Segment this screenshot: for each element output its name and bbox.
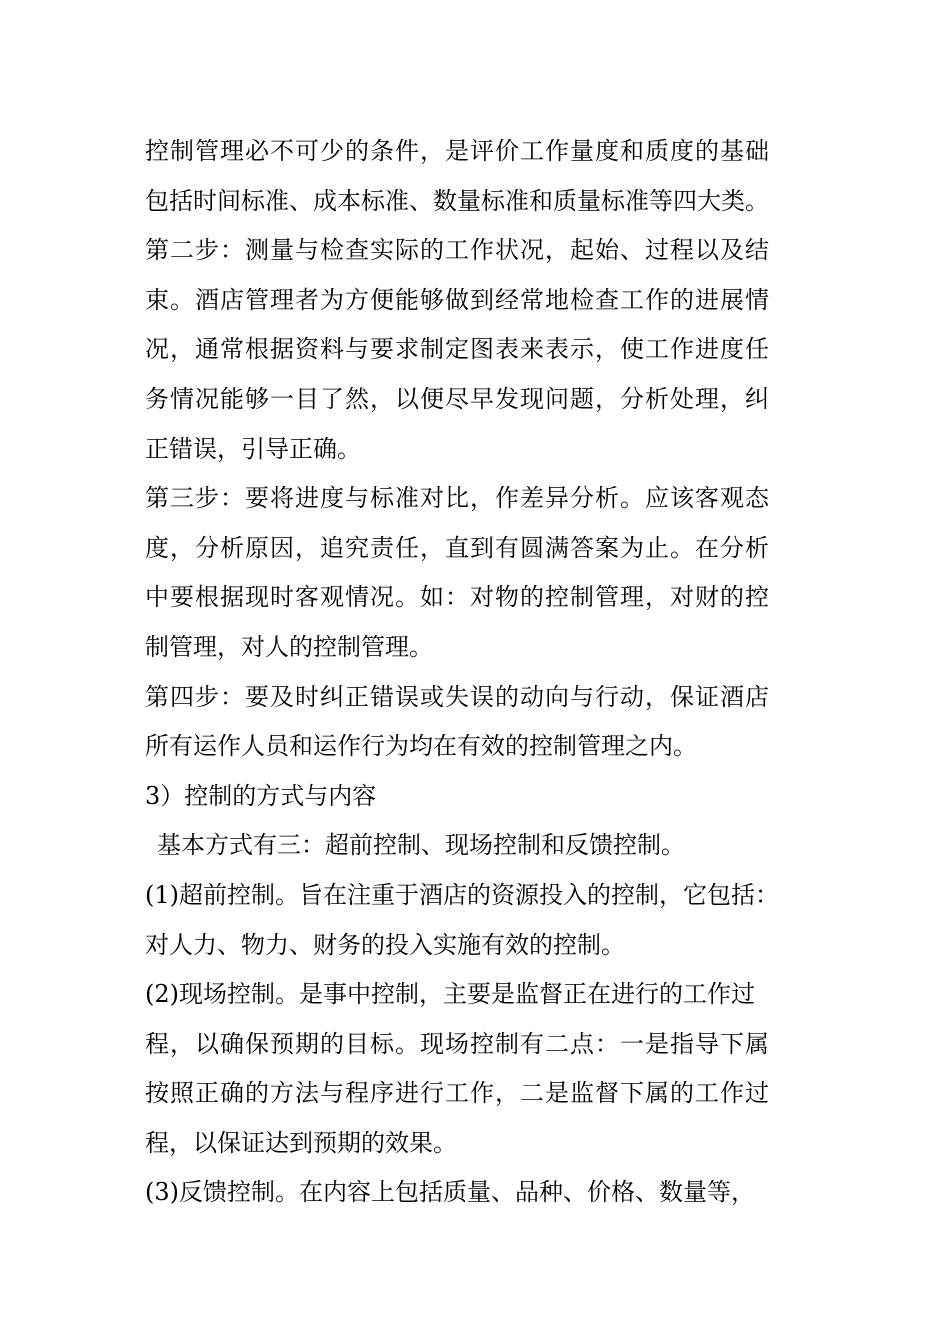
- paragraph-line: 所有运作人员和运作行为均在有效的控制管理之内。: [145, 732, 697, 761]
- paragraph-line: 第三步：要将进度与标准对比，作差异分析。应该客观态: [145, 484, 770, 513]
- paragraph-line: (3)反馈控制。在内容上包括质量、品种、价格、数量等，: [145, 1178, 755, 1207]
- paragraph-line: (1)超前控制。旨在注重于酒店的资源投入的控制，它包括：: [145, 880, 779, 909]
- section-heading: 3）控制的方式与内容: [145, 781, 377, 810]
- paragraph-line: 按照正确的方法与程序进行工作，二是监督下属的工作过: [145, 1079, 770, 1108]
- paragraph-line: 第二步：测量与检查实际的工作状况，起始、过程以及结: [145, 236, 770, 265]
- paragraph-line: 制管理，对人的控制管理。: [145, 632, 433, 661]
- paragraph-line: 第四步：要及时纠正错误或失误的动向与行动，保证酒店: [145, 682, 770, 711]
- paragraph-line: 控制管理必不可少的条件，是评价工作量度和质度的基础: [145, 137, 770, 165]
- paragraph-line: 况，通常根据资料与要求制定图表来表示，使工作进度任: [145, 335, 770, 364]
- paragraph-line: 度，分析原因，追究责任，直到有圆满答案为止。在分析: [145, 533, 770, 562]
- paragraph-line: 正错误，引导正确。: [145, 434, 361, 463]
- body-text: [145, 127, 825, 1218]
- paragraph-line: 束。酒店管理者为方便能够做到经常地检查工作的进展情: [145, 285, 770, 314]
- paragraph-line: 基本方式有三：超前控制、现场控制和反馈控制。: [157, 831, 685, 860]
- paragraph-line: 程，以保证达到预期的效果。: [145, 1128, 457, 1157]
- paragraph-line: 中要根据现时客观情况。如：对物的控制管理，对财的控: [145, 583, 770, 612]
- paragraph-line: (2)现场控制。是事中控制，主要是监督正在进行的工作过: [145, 980, 755, 1009]
- paragraph-line: 包括时间标准、成本标准、数量标准和质量标准等四大类。: [145, 186, 769, 215]
- paragraph-line: 务情况能够一目了然，以便尽早发现问题，分析处理，纠: [145, 384, 770, 413]
- paragraph-line: 对人力、物力、财务的投入实施有效的控制。: [145, 930, 625, 959]
- paragraph-line: 程，以确保预期的目标。现场控制有二点：一是指导下属: [145, 1029, 770, 1058]
